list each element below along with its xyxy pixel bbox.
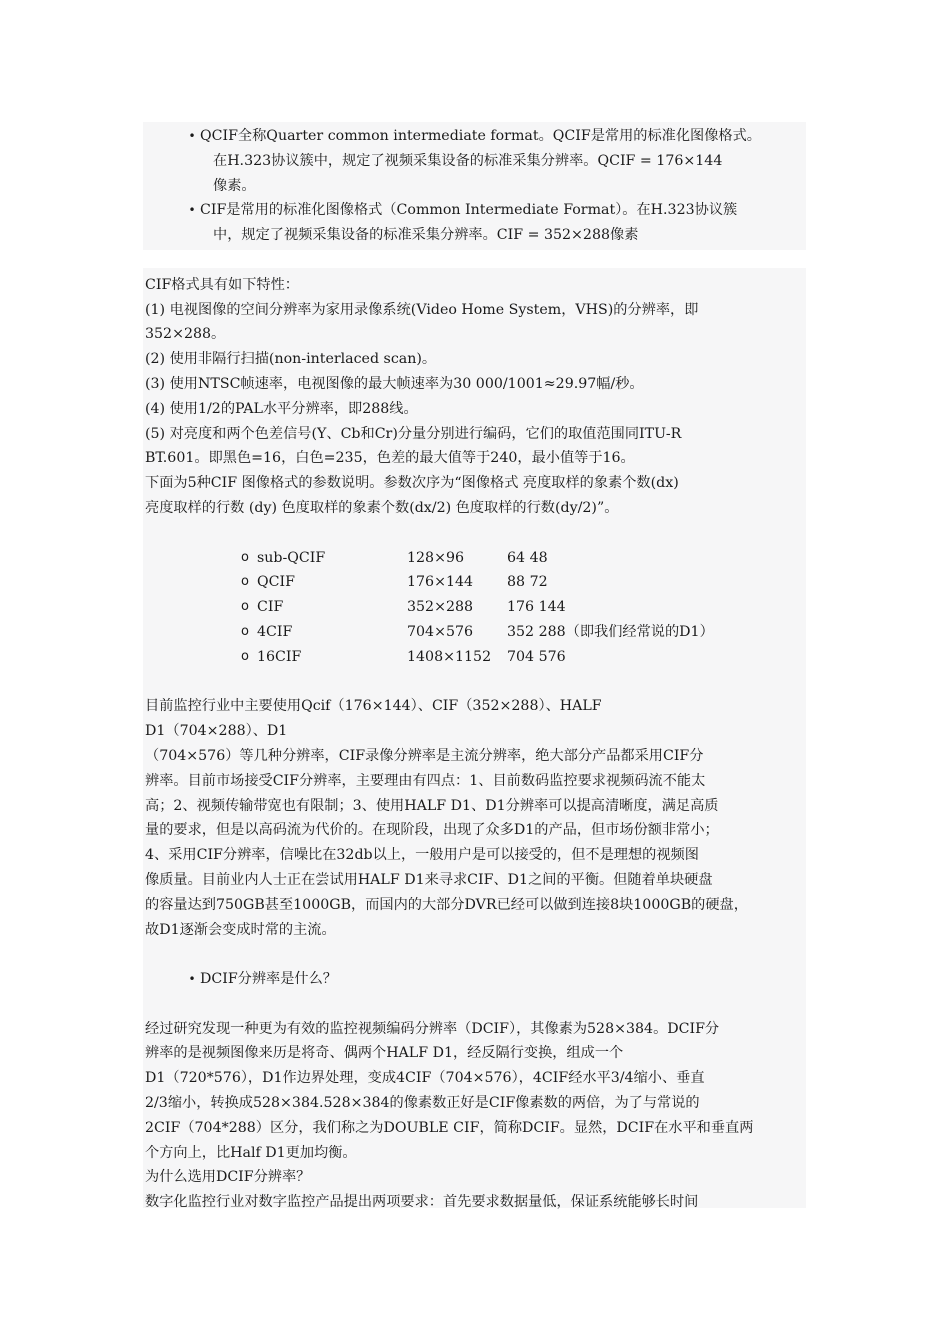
format-name: 4CIF — [257, 623, 293, 640]
dcif-line: 个方向上，比Half D1更加均衡。 — [145, 1144, 357, 1161]
format-chroma: 176 144 — [507, 599, 566, 616]
cif-line-1: CIF是常用的标准化图像格式（Common Intermediate Format）。在H.323协议簇 — [200, 202, 738, 219]
qcif-line-1: QCIF全称Quarter common intermediate format。QCIF是常用的标准化图像格式。 — [200, 128, 761, 144]
monitor-section — [145, 694, 811, 942]
list-bullet: o — [241, 623, 249, 639]
bullet-dcif — [184, 967, 811, 992]
cif-line: 亮度取样的行数 (dy) 色度取样的象素个数(dx/2) 色度取样的行数(dy/2)”。 — [145, 499, 619, 516]
qcif-line-3: 像素。 — [213, 177, 256, 194]
format-chroma: 64 48 — [507, 549, 548, 566]
bullet-qcif — [184, 124, 811, 198]
dcif-line: 为什么选用DCIF分辨率？ — [145, 1169, 311, 1186]
monitor-line: D1（704×288）、D1 — [145, 723, 288, 740]
bullet-dot-icon: • — [188, 129, 196, 143]
dcif-line: 2/3缩小，转换成528×384.528×384的像素数正好是CIF像素数的两倍，为了与常说的 — [145, 1095, 700, 1112]
format-name: 16CIF — [257, 648, 302, 665]
format-chroma: 704 576 — [507, 648, 566, 665]
format-size: 128×96 — [407, 549, 465, 566]
monitor-line: 目前监控行业中主要使用Qcif（176×144）、CIF（352×288）、HALF — [145, 698, 602, 715]
cif-line: (4) 使用1/2的PAL水平分辨率，即288线。 — [145, 400, 418, 417]
dcif-line: D1（720*576），D1作边界处理，变成4CIF（704×576），4CIF经水平3/4缩小、垂直 — [145, 1070, 705, 1087]
monitor-line: 的容量达到750GB甚至1000GB，而国内的大部分DVR已经可以做到连接8块1000GB的硬盘， — [145, 896, 748, 913]
monitor-line: （704×576）等几种分辨率，CIF录像分辨率是主流分辨率，绝大部分产品都采用CIF分 — [145, 747, 704, 764]
qcif-line-2: 在H.323协议簇中，规定了视频采集设备的标准采集分辨率。QCIF = 176×144 — [213, 152, 723, 169]
cif-line: BT.601。即黑色=16，白色=235，色差的最大值等于240，最小值等于16。 — [145, 450, 635, 467]
list-item — [241, 645, 811, 670]
cif-section — [145, 273, 811, 521]
cif-line-2: 中，规定了视频采集设备的标准采集分辨率。CIF = 352×288像素 — [213, 227, 639, 244]
cif-line: (5) 对亮度和两个色差信号(Y、Cb和Cr)分量分别进行编码，它们的取值范围同ITU-R — [145, 425, 682, 442]
list-item — [241, 595, 811, 620]
list-bullet: o — [241, 549, 249, 565]
format-chroma: 88 72 — [507, 574, 548, 591]
bullet-cif — [184, 198, 811, 248]
dcif-line: 经过研究发现一种更为有效的监控视频编码分辨率（DCIF），其像素为528×384。DCIF分 — [145, 1020, 720, 1037]
dcif-question: DCIF分辨率是什么？ — [200, 971, 337, 988]
list-bullet: o — [241, 599, 249, 615]
format-size: 352×288 — [407, 599, 474, 616]
format-size: 704×576 — [407, 623, 474, 640]
monitor-line: 辨率。目前市场接受CIF分辨率，主要理由有四点：1、目前数码监控要求视频码流不能太 — [145, 772, 706, 789]
dcif-section — [145, 1017, 811, 1215]
format-chroma: 352 288（即我们经常说的D1） — [507, 623, 714, 640]
list-item — [241, 570, 811, 595]
dcif-line: 辨率的是视频图像来历是将奇、偶两个HALF D1，经反隔行变换，组成一个 — [145, 1045, 624, 1062]
cif-heading: CIF格式具有如下特性： — [145, 276, 299, 293]
format-size: 176×144 — [407, 574, 474, 591]
cif-line: (2) 使用非隔行扫描(non-interlaced scan)。 — [145, 351, 437, 368]
cif-line: 352×288。 — [145, 326, 226, 343]
format-size: 1408×1152 — [407, 648, 492, 665]
list-bullet: o — [241, 574, 249, 590]
monitor-line: 像质量。目前业内人士正在尝试用HALF D1来寻求CIF、D1之间的平衡。但随着单块硬盘 — [145, 871, 713, 888]
list-item — [241, 620, 811, 645]
format-name: QCIF — [257, 574, 295, 591]
cif-line: 下面为5种CIF 图像格式的参数说明。参数次序为“图像格式 亮度取样的象素个数(dx) — [145, 475, 679, 492]
format-list — [241, 546, 811, 670]
dcif-line: 数字化监控行业对数字监控产品提出两项要求：首先要求数据量低，保证系统能够长时间 — [145, 1194, 699, 1211]
cif-line: (1) 电视图像的空间分辨率为家用录像系统(Video Home System，VHS)的分辨率，即 — [145, 301, 699, 318]
document-body — [145, 124, 811, 1215]
dcif-line: 2CIF（704*288）区分，我们称之为DOUBLE CIF，简称DCIF。显然，DCIF在水平和垂直两 — [145, 1119, 754, 1136]
format-name: sub-QCIF — [257, 549, 326, 566]
list-bullet: o — [241, 648, 249, 664]
cif-line: (3) 使用NTSC帧速率，电视图像的最大帧速率为30 000/1001≈29.97幅/秒。 — [145, 375, 644, 392]
format-name: CIF — [257, 599, 284, 616]
monitor-line: 故D1逐渐会变成时常的主流。 — [145, 921, 336, 938]
monitor-line: 量的要求，但是以高码流为代价的。在现阶段，出现了众多D1的产品，但市场份额非常小； — [145, 822, 719, 839]
list-item — [241, 546, 811, 571]
monitor-line: 4、采用CIF分辨率，信噪比在32db以上，一般用户是可以接受的，但不是理想的视频图 — [145, 847, 699, 864]
bullet-dot-icon: • — [188, 203, 196, 218]
bullet-dot-icon: • — [188, 972, 196, 987]
monitor-line: 高；2、视频传输带宽也有限制；3、使用HALF D1、D1分辨率可以提高清晰度，满足高质 — [145, 797, 719, 814]
